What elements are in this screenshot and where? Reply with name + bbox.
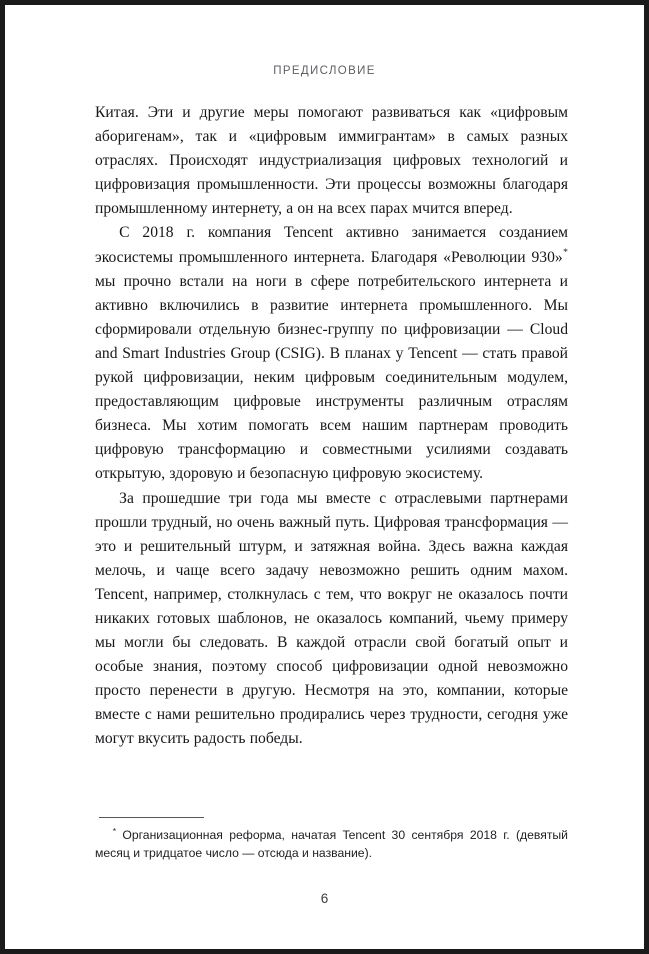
body-text-column bbox=[95, 101, 568, 752]
paragraph-1: Китая. Эти и другие меры помогают развиваться как «цифровым аборигенам», так и «цифровым иммигрантам» в самых разных отраслях. Происходят индустриализация цифровых технологий и цифровизация промышленности. Эти процессы возможны благодаря промышленному интернету, а он на всех парах мчится вперед. bbox=[95, 104, 568, 218]
paragraph-2 bbox=[95, 221, 568, 486]
running-head: ПРЕДИСЛОВИЕ bbox=[273, 65, 376, 77]
paragraph-2-text-before-footnote-marker: С 2018 г. компания Tencent активно занимается созданием экосистемы промышленного интернета. Благодаря «Революции 930» bbox=[95, 224, 568, 266]
paragraph-2-text-after-footnote-marker: мы прочно встали на ноги в сфере потребительского интернета и активно включились в развитие интернета промышленного. Мы сформировали отдельную бизнес-группу по цифровизации — Cloud and Smart Industries Group (CSIG). В планах у Tencent — стать правой рукой цифровизации, неким цифровым соединительным модулем, предоставляющим цифровые инструменты различным отраслям бизнеса. Мы хотим помогать всем нашим партнерам проводить цифровую трансформацию и совместными усилиями создавать открытую, здоровую и безопасную цифровую экосистему. bbox=[95, 272, 568, 483]
footnote-separator-rule bbox=[99, 817, 204, 818]
paragraph-3: За прошедшие три года мы вместе с отраслевыми партнерами прошли трудный, но очень важный путь. Цифровая трансформация — это и решительный штурм, и затяжная война. Здесь важна каждая мелочь, и чаще всего задачу невозможно решить одним махом. Tencent, например, столкнулась с тем, что вокруг не оказалось почти никаких готовых шаблонов, не оказалось компаний, чьему примеру мы могли бы следовать. В каждой отрасли свой богатый опыт и особые знания, поэтому способ цифровизации одной невозможно просто перенести в другую. Несмотря на это, компании, которые вместе с нами решительно продирались через трудности, сегодня уже могут вкусить радость победы. bbox=[95, 489, 568, 748]
book-page bbox=[5, 5, 644, 949]
footnote-reference-icon: * bbox=[112, 826, 117, 837]
footnote-text bbox=[95, 827, 568, 862]
footnote-marker-icon[interactable]: * bbox=[563, 247, 568, 259]
footnote-block bbox=[95, 817, 568, 863]
footnote-body: Организационная реформа, начатая Tencent 30 сентября 2018 г. (девятый месяц и тридцатое число — отсюда и название). bbox=[95, 828, 568, 860]
page-number: 6 bbox=[320, 891, 329, 906]
